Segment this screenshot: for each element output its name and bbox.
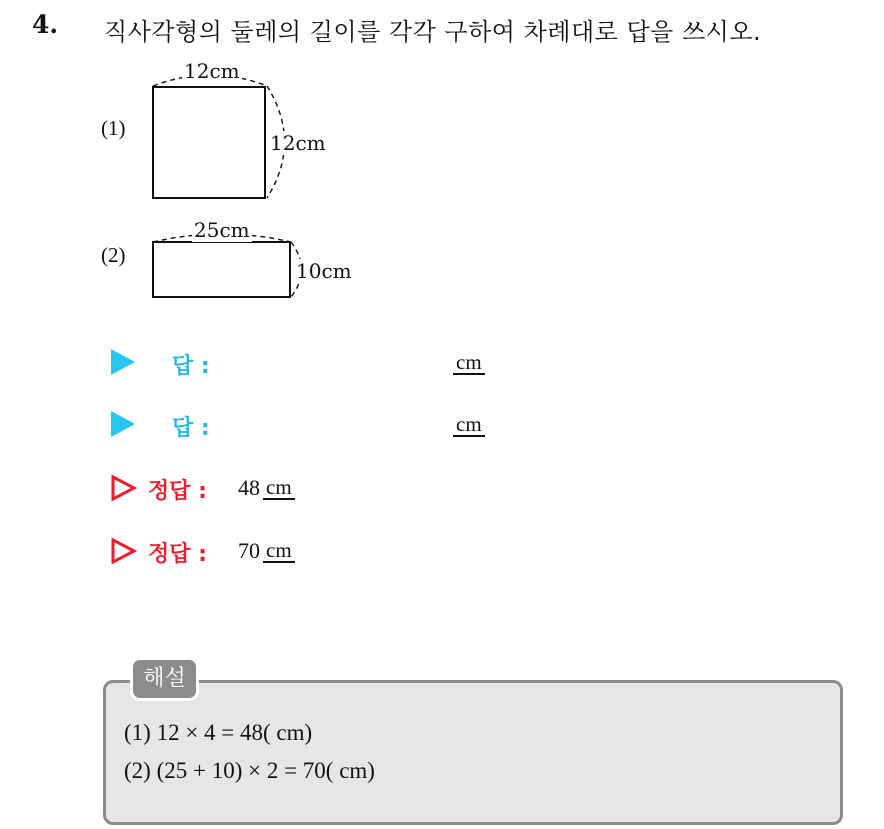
solution-badge: 해설 <box>130 657 199 701</box>
correct-answer-value: 48 <box>238 475 260 500</box>
answer-unit: cm <box>453 351 485 375</box>
answer-label: 답 : <box>172 354 210 379</box>
solution-line-2: (2) (25 + 10) × 2 = 70( cm) <box>124 758 375 783</box>
rectangle-width-label: 25cm <box>194 218 250 242</box>
solution-panel <box>103 680 843 825</box>
answer-arrow-icon <box>111 349 135 375</box>
square-width-label: 12cm <box>184 59 240 83</box>
question-text: 직사각형의 둘레의 길이를 각각 구하여 차례대로 답을 쓰시오. <box>104 18 762 46</box>
solution-line-1: (1) 12 × 4 = 48( cm) <box>124 720 313 745</box>
answer-arrow-icon <box>111 411 135 437</box>
figure-1-label: (1) <box>101 116 126 140</box>
correct-answer-unit: cm <box>263 539 295 563</box>
correct-arrow-icon <box>110 474 138 502</box>
correct-answer-value: 70 <box>238 538 260 563</box>
square-height-label: 12cm <box>270 131 326 155</box>
figure-2-label: (2) <box>101 243 126 267</box>
correct-arrow-icon <box>110 537 138 565</box>
correct-answer-label: 정답 : <box>148 542 207 567</box>
answer-unit: cm <box>453 413 485 437</box>
correct-answer-label: 정답 : <box>148 479 207 504</box>
question-number: 4. <box>32 10 59 39</box>
answer-label: 답 : <box>172 416 210 441</box>
correct-answer-unit: cm <box>263 476 295 500</box>
rectangle-height-label: 10cm <box>296 259 352 283</box>
